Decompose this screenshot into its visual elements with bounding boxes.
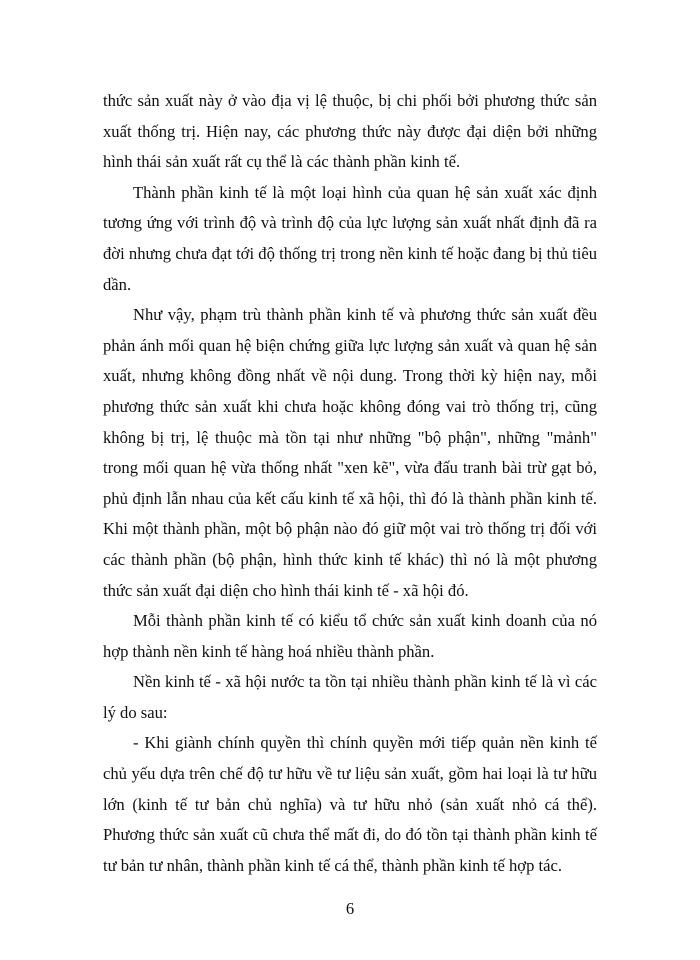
page-number: 6: [345, 899, 355, 918]
paragraph-organization: Mỗi thành phần kinh tế có kiểu tổ chức sản xuất kinh doanh của nó hợp thành nền kinh tế hàng hoá nhiều thành phần.: [103, 611, 597, 661]
document-body: [103, 86, 597, 881]
paragraph-comparison: Như vậy, phạm trù thành phần kinh tế và phương thức sản xuất đều phản ánh mối quan hệ biện chứng giữa lực lượng sản xuất và quan hệ sản xuất, nhưng không đồng nhất về nội dung. Trong thời kỳ hiện nay, mỗi phương thức sản xuất khi chưa hoặc không đóng vai trò thống trị, cũng không bị trị, lệ thuộc mà tồn tại như những "bộ phận", những "mảnh" trong mối quan hệ vừa thống nhất "xen kẽ", vừa đấu tranh bài trừ gạt bỏ, phủ định lẫn nhau của kết cấu kinh tế xã hội, thì đó là thành phần kinh tế. Khi một thành phần, một bộ phận nào đó giữ một vai trò thống trị đối với các thành phần (bộ phận, hình thức kinh tế khác) thì nó là một phương thức sản xuất đại diện cho hình thái kinh tế - xã hội đó.: [103, 305, 597, 600]
paragraph-reasons-intro: Nền kinh tế - xã hội nước ta tồn tại nhiều thành phần kinh tế là vì các lý do sau:: [103, 672, 597, 722]
paragraph-definition: Thành phần kinh tế là một loại hình của quan hệ sản xuất xác định tương ứng với trình độ và trình độ của lực lượng sản xuất nhất định đã ra đời nhưng chưa đạt tới độ thống trị trong nền kinh tế hoặc đang bị thủ tiêu dần.: [103, 182, 597, 294]
paragraph-reason-one: - Khi giành chính quyền thì chính quyền mới tiếp quản nền kinh tế chủ yếu dựa trên chế độ tư hữu về tư liệu sản xuất, gồm hai loại là tư hữu lớn (kinh tế tư bản chủ nghĩa) và tư hữu nhỏ (sản xuất nhỏ cá thể). Phương thức sản xuất cũ chưa thể mất đi, do đó tồn tại thành phần kinh tế tư bản tư nhân, thành phần kinh tế cá thể, thành phần kinh tế hợp tác.: [103, 733, 597, 875]
paragraph-continuation: thức sản xuất này ở vào địa vị lệ thuộc, bị chi phối bởi phương thức sản xuất thống trị. Hiện nay, các phương thức này được đại diện bởi những hình thái sản xuất rất cụ thể là các thành phần kinh tế.: [103, 91, 597, 172]
